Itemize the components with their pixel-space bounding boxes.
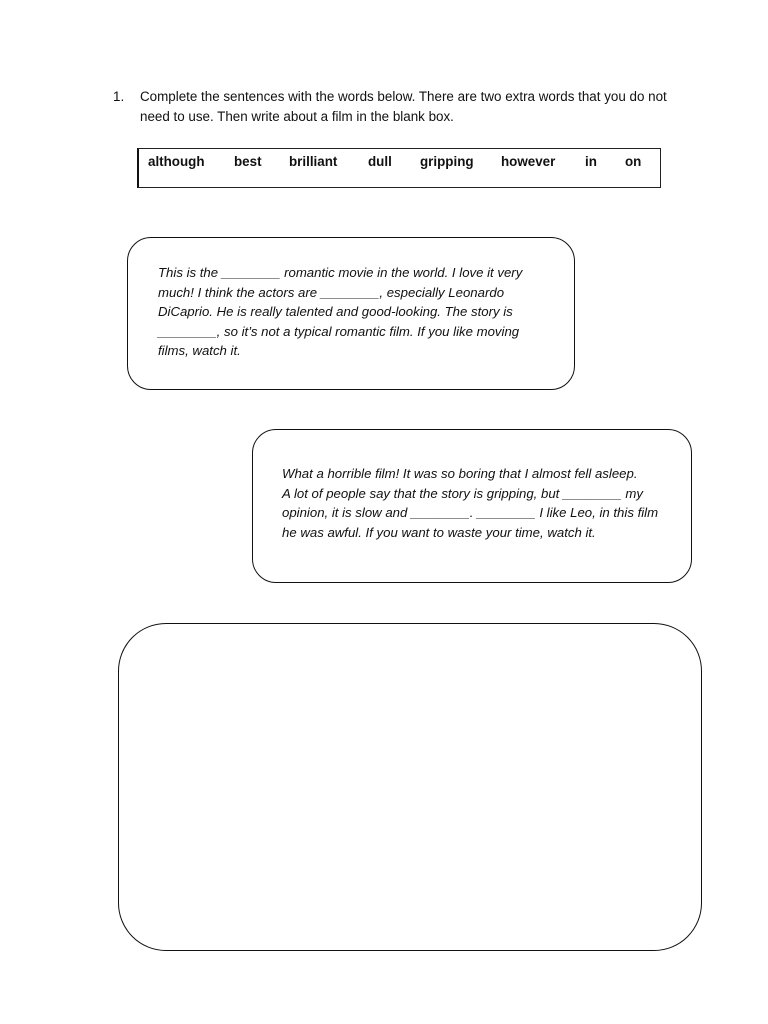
exercise-instruction: [113, 87, 673, 126]
word-bank-item: gripping: [420, 154, 474, 169]
word-bank: [137, 148, 661, 188]
word-bank-item: in: [585, 154, 597, 169]
review-bubble-positive: [127, 237, 575, 390]
instruction-text: Complete the sentences with the words below. There are two extra words that you do not need to use. Then write about a film in the blank box.: [140, 89, 667, 124]
word-bank-item: best: [234, 154, 262, 169]
word-bank-item: however: [501, 154, 556, 169]
word-bank-item: brilliant: [289, 154, 338, 169]
review-bubble-negative: [252, 429, 692, 583]
word-bank-item: dull: [368, 154, 392, 169]
exercise-number: 1.: [113, 89, 125, 104]
review-text: This is the ________ romantic movie in the world. I love it very much! I think the actors are ________, especially Leonardo DiCaprio. He is really talented and good-looking. The story is ________, so it’s not a typical romantic film. If you like moving films, watch it.: [158, 265, 523, 359]
word-bank-item: on: [625, 154, 642, 169]
blank-writing-box[interactable]: [118, 623, 702, 951]
review-text: What a horrible film! It was so boring that I almost fell asleep. A lot of people say that the story is gripping, but ________ my opinion, it is slow and ________. ________ I like Leo, in this film he was awful. If you want to waste your time, watch it.: [282, 466, 659, 540]
word-bank-item: although: [148, 154, 205, 169]
